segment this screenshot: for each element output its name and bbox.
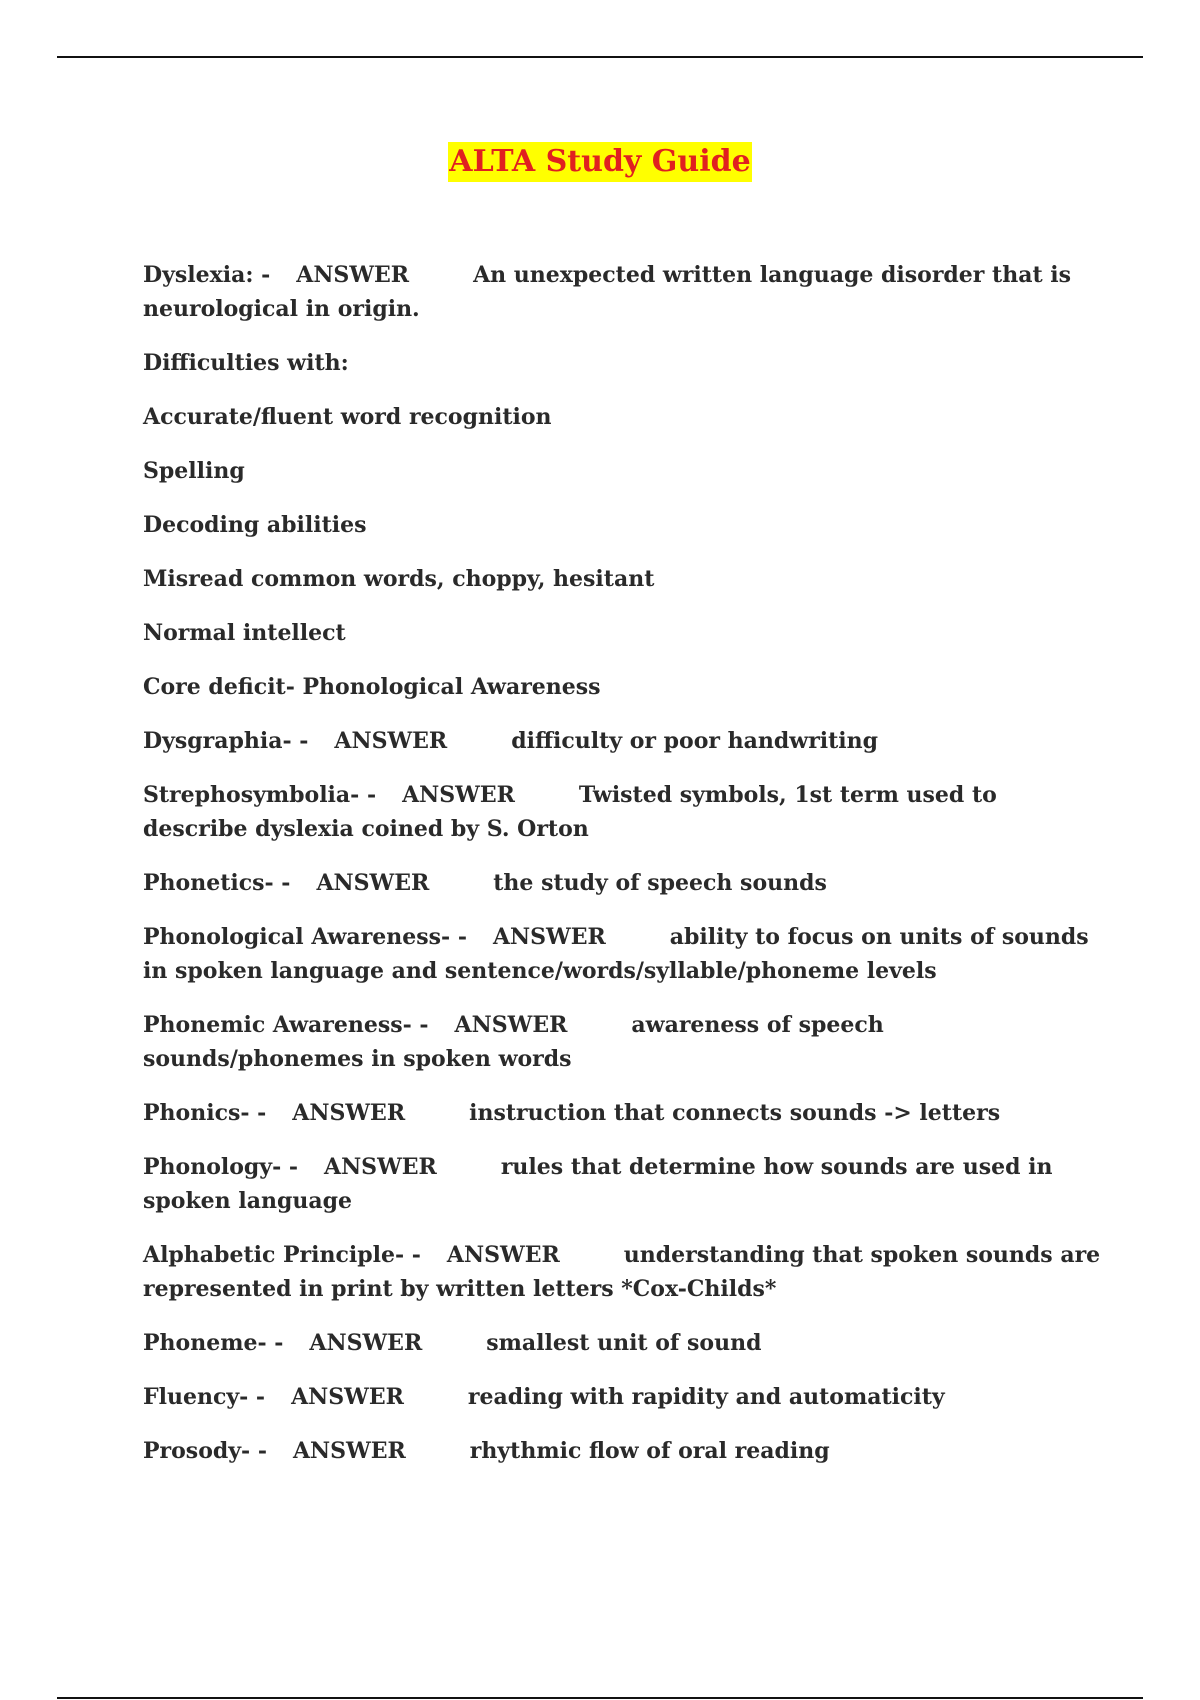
entry-definition: ability to focus on units of sounds in spoken language and sentence/words/syllable/phoneme levels bbox=[143, 924, 1089, 984]
entry-dyslexia bbox=[143, 258, 1103, 326]
entry-phonology bbox=[143, 1150, 1103, 1218]
entry-term: Phonemic Awareness- - bbox=[143, 1012, 429, 1038]
document-title: ALTA Study Guide bbox=[448, 142, 751, 182]
entry-prosody bbox=[143, 1434, 1103, 1468]
entry-term: Dysgraphia- - bbox=[143, 728, 309, 754]
entry-phonological-awareness bbox=[143, 920, 1103, 988]
entry-phonetics bbox=[143, 866, 1103, 900]
list-heading: Difficulties with: bbox=[143, 350, 349, 376]
answer-label: ANSWER bbox=[309, 1330, 423, 1356]
answer-label: ANSWER bbox=[316, 870, 430, 896]
entry-term: Alphabetic Principle- - bbox=[143, 1242, 421, 1268]
entry-definition: difficulty or poor handwriting bbox=[511, 728, 879, 754]
entry-term: Strephosymbolia- - bbox=[143, 782, 377, 808]
entry-fluency bbox=[143, 1380, 1103, 1414]
answer-label: ANSWER bbox=[324, 1154, 437, 1180]
answer-label: ANSWER bbox=[292, 1438, 406, 1464]
entry-definition: the study of speech sounds bbox=[493, 870, 827, 896]
entry-term: Phonetics- - bbox=[143, 870, 291, 896]
entry-definition: understanding that spoken sounds are represented in print by written letters *Cox-Childs* bbox=[143, 1242, 1101, 1302]
entry-definition: smallest unit of sound bbox=[486, 1330, 762, 1356]
answer-label: ANSWER bbox=[292, 1100, 406, 1126]
list-item: Spelling bbox=[143, 458, 245, 484]
entry-definition: reading with rapidity and automaticity bbox=[467, 1384, 945, 1410]
list-item: Normal intellect bbox=[143, 620, 346, 646]
entry-strephosymbolia bbox=[143, 778, 1103, 846]
footer-rule bbox=[57, 1697, 1143, 1699]
entry-alphabetic-principle bbox=[143, 1238, 1103, 1306]
entry-term: Dyslexia: - bbox=[143, 262, 271, 288]
entry-term: Fluency- - bbox=[143, 1384, 266, 1410]
list-item: Misread common words, choppy, hesitant bbox=[143, 566, 655, 592]
entry-definition: Twisted symbols, 1st term used to describe dyslexia coined by S. Orton bbox=[143, 782, 997, 842]
entry-phoneme bbox=[143, 1326, 1103, 1360]
list-item: Accurate/fluent word recognition bbox=[143, 404, 552, 430]
entry-term: Prosody- - bbox=[143, 1438, 267, 1464]
entry-term: Phoneme- - bbox=[143, 1330, 284, 1356]
list-item: Decoding abilities bbox=[143, 512, 367, 538]
answer-label: ANSWER bbox=[446, 1242, 560, 1268]
entry-dysgraphia bbox=[143, 724, 1103, 758]
entry-term: Phonological Awareness- - bbox=[143, 924, 467, 950]
entry-definition: rhythmic flow of oral reading bbox=[469, 1438, 830, 1464]
entry-definition: An unexpected written language disorder that is neurological in origin. bbox=[143, 262, 1072, 322]
entry-term: Phonology- - bbox=[143, 1154, 298, 1180]
answer-label: ANSWER bbox=[454, 1012, 568, 1038]
list-item: Core deficit- Phonological Awareness bbox=[143, 674, 601, 700]
entry-phonics bbox=[143, 1096, 1103, 1130]
answer-label: ANSWER bbox=[291, 1384, 404, 1410]
entry-definition: awareness of speech sounds/phonemes in spoken words bbox=[143, 1012, 884, 1072]
entry-term: Phonics- - bbox=[143, 1100, 267, 1126]
answer-label: ANSWER bbox=[402, 782, 515, 808]
title-container bbox=[0, 142, 1200, 182]
entry-definition: instruction that connects sounds -> letters bbox=[469, 1100, 1001, 1126]
entry-definition: rules that determine how sounds are used in spoken language bbox=[143, 1154, 1053, 1214]
header-rule bbox=[57, 56, 1143, 58]
answer-label: ANSWER bbox=[296, 262, 410, 288]
answer-label: ANSWER bbox=[334, 728, 448, 754]
study-guide-body bbox=[143, 258, 1103, 1488]
answer-label: ANSWER bbox=[492, 924, 606, 950]
entry-phonemic-awareness bbox=[143, 1008, 1103, 1076]
